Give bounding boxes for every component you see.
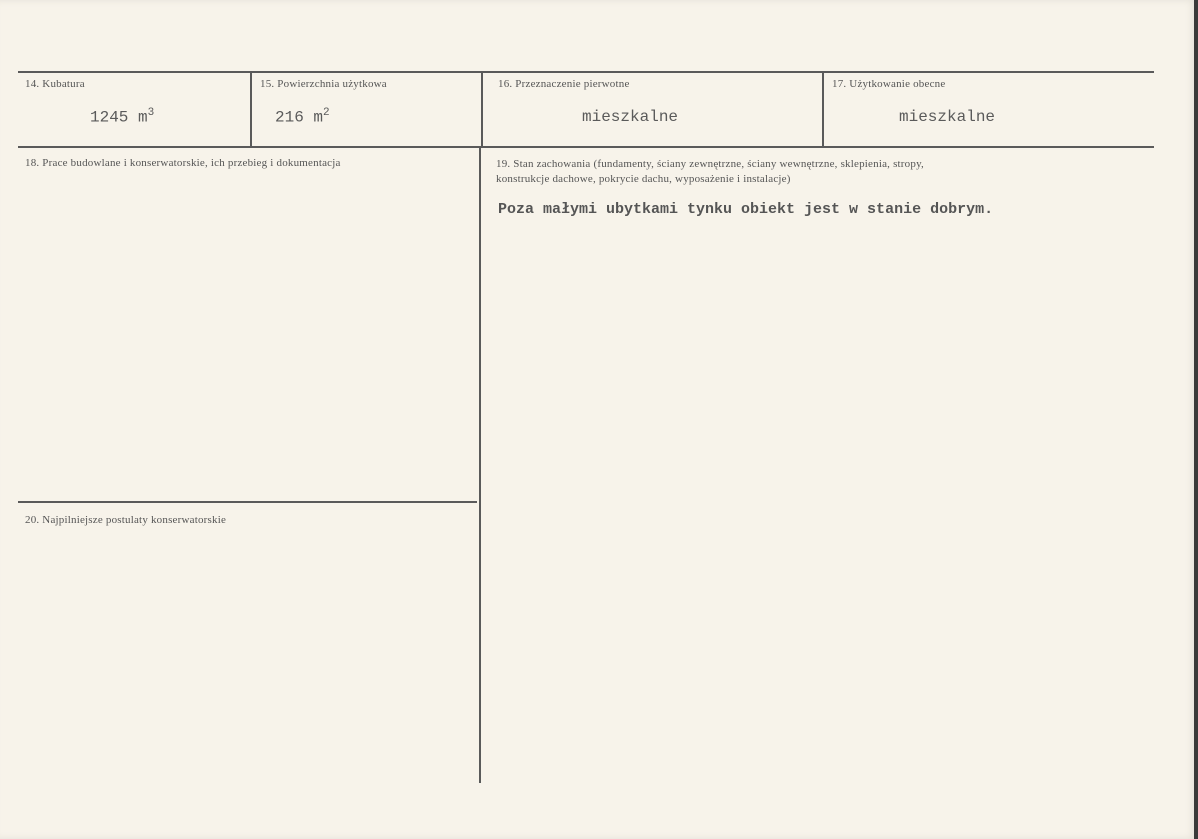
top-rule	[18, 71, 1154, 73]
field-15-unit: m	[313, 108, 324, 127]
field-14-unit: m	[138, 108, 148, 127]
card-edge-shadow	[1194, 0, 1198, 839]
field-15-value	[275, 107, 330, 126]
field-15-number: 216	[275, 108, 304, 127]
field-16-value: mieszkalne	[582, 108, 679, 126]
divider-15-16	[481, 72, 483, 146]
main-column-divider	[479, 147, 481, 783]
field-16-label: 16. Przeznaczenie pierwotne	[498, 78, 630, 90]
field-14-label: 14. Kubatura	[25, 78, 85, 90]
field-19-label-line2: konstrukcje dachowe, pokrycie dachu, wyposażenie i instalacje)	[496, 173, 791, 185]
divider-16-17	[822, 72, 824, 146]
field-19-label-line1: 19. Stan zachowania (fundamenty, ściany zewnętrzne, ściany wewnętrzne, sklepienia, stropy,	[496, 158, 925, 170]
field-18-label: 18. Prace budowlane i konserwatorskie, ich przebieg i dokumentacja	[25, 157, 341, 169]
field-14-number: 1245	[90, 108, 129, 127]
field-15-exponent: 2	[323, 107, 330, 119]
field-15-label: 15. Powierzchnia użytkowa	[260, 78, 387, 90]
field-19-value: Poza małymi ubytkami tynku obiekt jest w stanie dobrym.	[498, 201, 994, 218]
field-14-exponent: 3	[147, 107, 155, 119]
field-20-label: 20. Najpilniejsze postulaty konserwatorskie	[25, 514, 227, 526]
field-14-value	[90, 107, 154, 126]
row1-bottom-rule	[18, 146, 1154, 148]
row-18-20-rule	[18, 501, 477, 503]
divider-14-15	[250, 72, 252, 146]
field-17-value: mieszkalne	[899, 108, 996, 126]
field-17-label: 17. Użytkowanie obecne	[832, 78, 946, 90]
